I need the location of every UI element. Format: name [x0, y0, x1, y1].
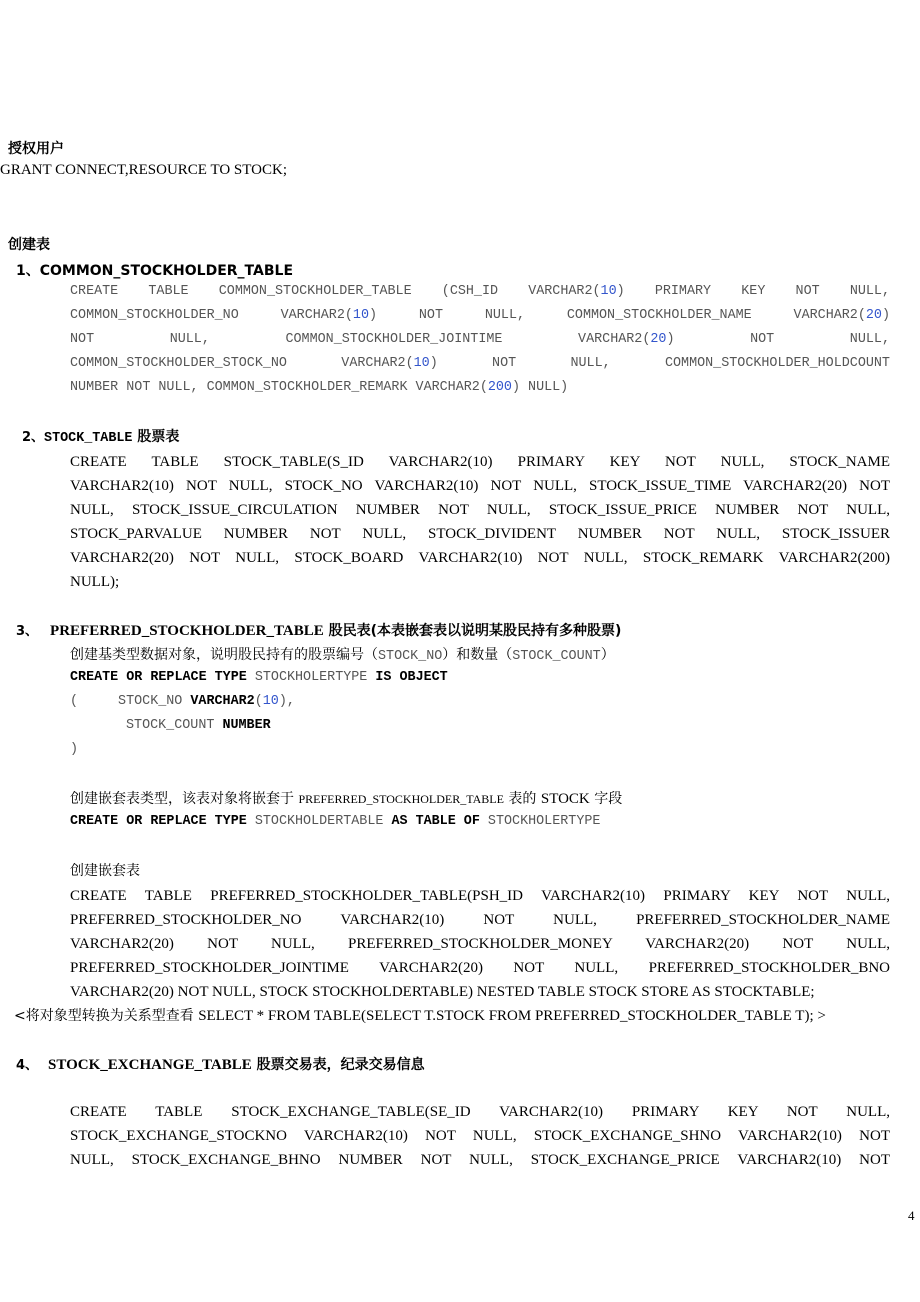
keyword: CREATE OR REPLACE TYPE — [70, 814, 247, 829]
tok: ) — [616, 284, 625, 299]
tok: COMMON_STOCKHOLDER_STOCK_NO — [70, 356, 287, 371]
section-1-title — [16, 260, 293, 280]
tok: NULL, — [169, 332, 210, 347]
s3-code-line-2: PREFERRED_STOCKHOLDER_NO VARCHAR2(10) NOT NULL, PREFERRED_STOCKHOLDER_NAME — [70, 912, 890, 928]
s2-code-line-6: NULL); — [70, 574, 120, 590]
tok: PRIMARY — [654, 284, 712, 299]
num-tok: 20 — [650, 332, 667, 347]
s4-code-line-1: CREATE TABLE STOCK_EXCHANGE_TABLE(SE_ID VARCHAR2(10) PRIMARY KEY NOT NULL, — [70, 1104, 890, 1120]
tok: VARCHAR2( — [528, 284, 601, 299]
tok: VARCHAR2( — [793, 308, 866, 323]
tok: NOT — [492, 356, 517, 371]
tok: ) — [429, 356, 438, 371]
s2-code-line-2: VARCHAR2(10) NOT NULL, STOCK_NO VARCHAR2(10) NOT NULL, STOCK_ISSUE_TIME VARCHAR2(20) NOT — [70, 478, 890, 494]
section-number: 2、 — [22, 430, 45, 445]
tok: NOT — [795, 284, 820, 299]
table-desc: 股民表(本表嵌套表以说明某股民持有多种股票) — [323, 623, 622, 639]
tok: ) — [881, 308, 890, 323]
type-name: STOCKHOLERTYPE — [487, 814, 601, 829]
num-tok: 200 — [487, 380, 512, 395]
s3-code-line-1: CREATE TABLE PREFERRED_STOCKHOLDER_TABLE(PSH_ID VARCHAR2(10) PRIMARY KEY NOT NULL, — [70, 888, 890, 904]
intro-text: ）和数量（ — [442, 647, 513, 663]
tok: ) NULL) — [511, 380, 569, 395]
keyword: CREATE OR REPLACE TYPE — [70, 670, 247, 685]
num-tok: 20 — [865, 308, 882, 323]
tok: KEY — [741, 284, 766, 299]
paren: ), — [278, 694, 295, 709]
tok: NOT — [750, 332, 775, 347]
s3-type-field-2 — [70, 714, 890, 738]
keyword: IS OBJECT — [375, 670, 448, 685]
s3-code-line-3: VARCHAR2(20) NOT NULL, PREFERRED_STOCKHOLDER_MONEY VARCHAR2(20) NOT NULL, — [70, 936, 890, 952]
intro-code: PREFERRED_STOCKHOLDER_TABLE — [298, 792, 504, 806]
intro-code: STOCK — [540, 791, 590, 807]
tok: CREATE — [70, 284, 119, 299]
field-name: STOCK_COUNT — [126, 718, 215, 733]
s3-note — [14, 1004, 826, 1028]
paren: ( — [254, 694, 263, 709]
tok: VARCHAR2( — [280, 308, 353, 323]
table-desc: 股票表 — [132, 429, 180, 445]
grant-statement: GRANT CONNECT,RESOURCE TO STOCK; — [0, 162, 287, 178]
section-2-title — [22, 426, 179, 446]
s1-code-line-3 — [70, 328, 890, 352]
tok: (CSH_ID — [441, 284, 499, 299]
s3-nested-intro — [70, 787, 890, 811]
field-type: NUMBER — [222, 718, 271, 733]
s3-type-decl — [70, 666, 890, 690]
note-code: SELECT * FROM TABLE(SELECT T.STOCK FROM PREFERRED_STOCKHOLDER_TABLE T); > — [198, 1008, 826, 1024]
tok-group — [578, 332, 674, 347]
tok: COMMON_STOCKHOLDER_JOINTIME — [285, 332, 503, 347]
tok: VARCHAR2( — [578, 332, 651, 347]
s4-code-line-3: NULL, STOCK_EXCHANGE_BHNO NUMBER NOT NULL, STOCK_EXCHANGE_PRICE VARCHAR2(10) NOT — [70, 1152, 890, 1168]
s3-nested-type-decl — [70, 810, 890, 834]
page-number: 4 — [908, 1208, 915, 1223]
s3-code-line-5: VARCHAR2(20) NOT NULL, STOCK STOCKHOLDERTABLE) NESTED TABLE STOCK STORE AS STOCKTABLE; — [70, 984, 815, 1000]
s1-code-line-5 — [70, 376, 890, 400]
tok: COMMON_STOCKHOLDER_TABLE — [218, 284, 412, 299]
section-3-title — [16, 620, 621, 640]
field-name: STOCK_NO — [118, 694, 183, 709]
grant-heading: 授权用户 — [8, 141, 64, 157]
num-tok: 10 — [413, 356, 430, 371]
type-name: STOCKHOLDERTABLE — [254, 814, 384, 829]
intro-code: STOCK_NO — [378, 649, 443, 664]
s3-code-line-4: PREFERRED_STOCKHOLDER_JOINTIME VARCHAR2(20) NOT NULL, PREFERRED_STOCKHOLDER_BNO — [70, 960, 890, 976]
tok: NULL, — [484, 308, 526, 323]
tok-group — [341, 356, 437, 371]
table-name: STOCK_EXCHANGE_TABLE — [48, 1057, 252, 1073]
num-tok: 10 — [352, 308, 369, 323]
s1-code-line-4 — [70, 352, 890, 376]
intro-code: STOCK_COUNT — [512, 649, 601, 664]
num-tok: 10 — [600, 284, 617, 299]
s2-code-line-4: STOCK_PARVALUE NUMBER NOT NULL, STOCK_DIVIDENT NUMBER NOT NULL, STOCK_ISSUER — [70, 526, 890, 542]
s3-intro — [70, 643, 890, 667]
tok-group — [281, 308, 377, 323]
tok: NOT — [418, 308, 443, 323]
num-tok: 10 — [262, 694, 279, 709]
tok-group — [528, 284, 624, 299]
intro-text: 创建基类型数据对象，说明股民持有的股票编号（ — [70, 647, 378, 663]
tok: COMMON_STOCKHOLDER_HOLDCOUNT — [664, 356, 890, 371]
note-text: <将对象型转换为关系型查看 — [14, 1008, 199, 1024]
s2-code-line-1: CREATE TABLE STOCK_TABLE(S_ID VARCHAR2(10) PRIMARY KEY NOT NULL, STOCK_NAME — [70, 454, 890, 470]
s1-code-line-2 — [70, 304, 890, 328]
paren: ( — [70, 694, 79, 709]
tok: COMMON_STOCKHOLDER_NAME — [566, 308, 752, 323]
tok: NULL, — [570, 356, 611, 371]
tok: NULL, — [849, 284, 890, 299]
tok: NULL, — [849, 332, 890, 347]
tok: ) — [666, 332, 675, 347]
s2-code-line-5: VARCHAR2(20) NOT NULL, STOCK_BOARD VARCHAR2(10) NOT NULL, STOCK_REMARK VARCHAR2(200) — [70, 550, 890, 566]
section-1-title-text: 1、COMMON_STOCKHOLDER_TABLE — [16, 263, 294, 279]
s1-code-line-1 — [70, 280, 890, 304]
create-tables-heading: 创建表 — [8, 237, 50, 253]
s3-create-nested-heading: 创建嵌套表 — [70, 863, 140, 879]
s3-type-field-1 — [70, 690, 890, 714]
tok-group — [794, 308, 890, 323]
s3-type-close: ) — [70, 742, 79, 757]
tok: TABLE — [148, 284, 189, 299]
intro-text: 创建嵌套表类型，该表对象将嵌套于 — [70, 791, 299, 807]
intro-text: 表的 — [503, 791, 541, 807]
tok: NOT — [70, 332, 95, 347]
intro-text: 字段 — [589, 791, 623, 807]
type-name: STOCKHOLERTYPE — [254, 670, 368, 685]
field-type: VARCHAR2 — [190, 694, 255, 709]
section-4-title — [16, 1054, 425, 1074]
tok: VARCHAR2( — [341, 356, 414, 371]
tok: NUMBER NOT NULL, COMMON_STOCKHOLDER_REMARK VARCHAR2( — [70, 380, 488, 395]
tok: ) — [369, 308, 378, 323]
section-number: 3、 — [16, 624, 39, 639]
keyword: AS TABLE OF — [391, 814, 480, 829]
intro-text: ） — [600, 647, 615, 663]
s2-code-line-3: NULL, STOCK_ISSUE_CIRCULATION NUMBER NOT NULL, STOCK_ISSUE_PRICE NUMBER NOT NULL, — [70, 502, 890, 518]
table-name: PREFERRED_STOCKHOLDER_TABLE — [50, 623, 324, 639]
tok: COMMON_STOCKHOLDER_NO — [70, 308, 239, 323]
section-number: 4、 — [16, 1058, 39, 1073]
table-name: STOCK_TABLE — [44, 431, 133, 446]
table-desc: 股票交易表，纪录交易信息 — [251, 1057, 425, 1073]
s4-code-line-2: STOCK_EXCHANGE_STOCKNO VARCHAR2(10) NOT NULL, STOCK_EXCHANGE_SHNO VARCHAR2(10) NOT — [70, 1128, 890, 1144]
